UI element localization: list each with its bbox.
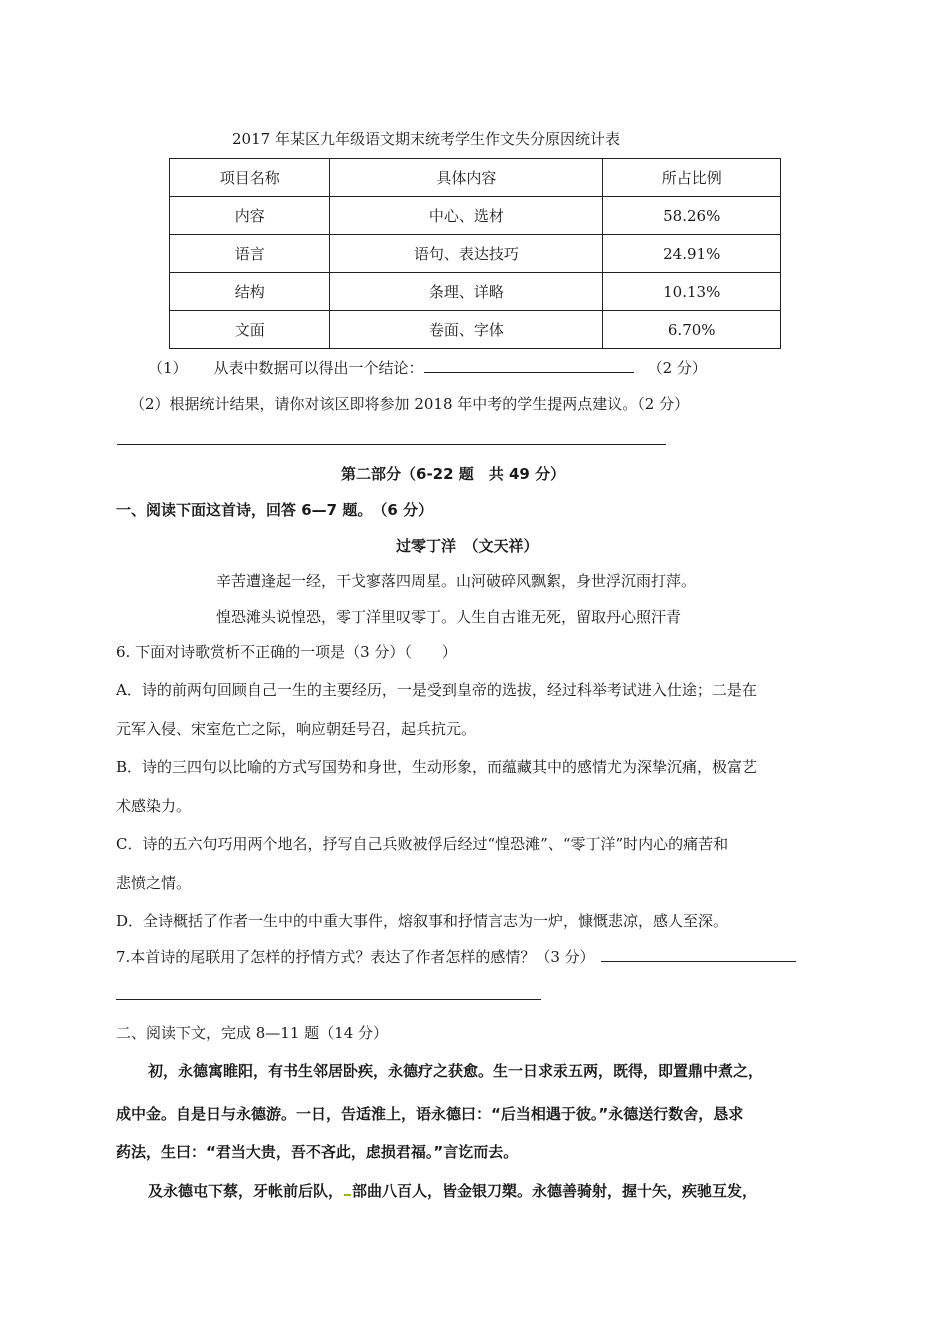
table-cell: 6.70% [603, 311, 781, 349]
table-row [170, 311, 781, 349]
table-cell: 文面 [170, 311, 330, 349]
option-a: A．诗的前两句回顾自己一生的主要经历，一是受到皇帝的选拔，经过科举考试进入仕途；二是在 [116, 681, 757, 699]
poem-line: 辛苦遭逢起一经，干戈寥落四周星。山河破碎风飘絮，身世浮沉雨打萍。 [216, 572, 697, 590]
section-1-heading: 一、阅读下面这首诗，回答 6—7 题。 （6 分） [116, 501, 433, 519]
option-c-continued: 悲愤之情。 [116, 874, 192, 892]
answer-line[interactable] [116, 999, 541, 1000]
question-1-number: （1） [148, 359, 188, 377]
table-header-row [170, 159, 781, 197]
answer-line[interactable] [117, 444, 666, 445]
highlight-mark [344, 1194, 351, 1196]
option-d: D．全诗概括了作者一生中的中重大事件，熔叙事和抒情言志为一炉，慷慨悲凉，感人至深。 [116, 912, 729, 930]
header-cell: 具体内容 [330, 159, 603, 197]
question-1-score: （2 分） [647, 359, 707, 377]
option-c: C．诗的五六句巧用两个地名，抒写自己兵败被俘后经过“惶恐滩”、“零丁洋”时内心的痛苦和 [116, 835, 729, 853]
part-two-title: 第二部分（6-22 题 共 49 分） [341, 465, 566, 483]
option-a-continued: 元军入侵、宋室危亡之际，响应朝廷号召，起兵抗元。 [116, 720, 477, 738]
option-b-continued: 术感染力。 [116, 797, 192, 815]
question-7 [116, 946, 796, 967]
answer-blank[interactable] [424, 358, 634, 373]
table-row [170, 235, 781, 273]
table-cell: 语言 [170, 235, 330, 273]
passage-line-part: 及永德屯下蔡，牙帐前后队， [148, 1182, 344, 1200]
table-cell: 结构 [170, 273, 330, 311]
passage-line: 成中金。自是日与永德游。一日，告适淮上，语永德曰：“后当相遇于彼。”永德送行数舍，恳求 [116, 1105, 744, 1123]
poem-title: 过零丁洋 （文天祥） [396, 537, 539, 555]
header-cell: 所占比例 [603, 159, 781, 197]
question-6-stem: 6. 下面对诗歌赏析不正确的一项是（3 分）（ ） [116, 643, 457, 661]
table-cell: 语句、表达技巧 [330, 235, 603, 273]
table-caption: 2017 年某区九年级语文期末统考学生作文失分原因统计表 [232, 130, 620, 148]
poem-line: 惶恐滩头说惶恐，零丁洋里叹零丁。人生自古谁无死，留取丹心照汗青 [216, 608, 682, 626]
table-cell: 内容 [170, 197, 330, 235]
table-row [170, 197, 781, 235]
question-1 [148, 357, 707, 378]
header-cell: 项目名称 [170, 159, 330, 197]
table-cell: 条理、详略 [330, 273, 603, 311]
table-cell: 58.26% [603, 197, 781, 235]
table-cell: 卷面、字体 [330, 311, 603, 349]
question-1-text: 从表中数据可以得出一个结论： [213, 359, 424, 377]
table-cell: 中心、选材 [330, 197, 603, 235]
passage-line [148, 1180, 757, 1201]
answer-blank[interactable] [601, 947, 796, 962]
table-cell: 24.91% [603, 235, 781, 273]
table-row [170, 273, 781, 311]
stats-table [169, 158, 781, 349]
passage-line: 初，永德寓睢阳，有书生邻居卧疾，永德疗之获愈。生一日求汞五两，既得，即置鼎中煮之， [148, 1062, 764, 1080]
option-b: B．诗的三四句以比喻的方式写国势和身世，生动形象，而蕴藏其中的感情尤为深挚沉痛，极富艺 [116, 758, 758, 776]
question-7-text: 7.本首诗的尾联用了怎样的抒情方式？表达了作者怎样的感情？（3 分） [116, 948, 595, 966]
section-2-heading: 二、阅读下文，完成 8—11 题（14 分） [116, 1024, 389, 1042]
table-cell: 10.13% [603, 273, 781, 311]
passage-line: 药法，生曰：“君当大贵，吾不吝此，虑损君福。”言讫而去。 [116, 1143, 519, 1161]
passage-line-part: 部曲八百人，皆金银刀槊。永德善骑射，握十矢，疾驰互发， [352, 1182, 758, 1200]
question-2: （2）根据统计结果，请你对该区即将参加 2018 年中考的学生提两点建议。（2 分） [130, 395, 690, 413]
